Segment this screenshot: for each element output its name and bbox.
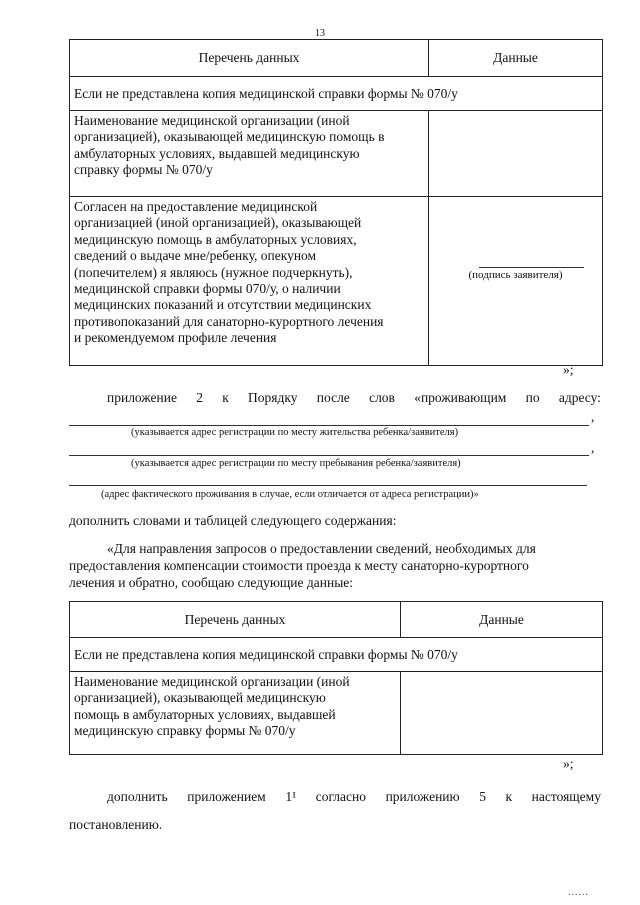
text-line: Наименование медицинской организации (иной (74, 113, 350, 128)
row-medical-org-label (70, 111, 429, 197)
address-caption-3: (адрес фактического проживания в случае, если отличается от адреса регистрации)» (101, 489, 479, 500)
data-table-2 (69, 601, 603, 755)
quote-line: «Для направления запросов о предоставлении сведений, необходимых для (107, 541, 536, 556)
corner-marks: ...... (568, 887, 589, 898)
word: 1¹ (285, 789, 297, 804)
address-caption-1: (указывается адрес регистрации по месту жительства ребенка/заявителя) (131, 427, 459, 438)
text-line: организацией), оказывающей медицинскую помощь в (74, 129, 385, 145)
signature-caption: (подпись заявителя) (468, 269, 563, 281)
word: приложение (107, 390, 177, 405)
annex2-line (107, 390, 601, 406)
text-line: организацией), оказывающей медицинскую (74, 690, 326, 706)
table-header-row (70, 602, 603, 638)
word: адресу: (558, 390, 601, 405)
word: приложением (187, 789, 266, 804)
comma: , (591, 409, 595, 424)
word: 5 (479, 789, 486, 804)
final-last-line: постановлению. (69, 817, 163, 832)
text-line: Согласен на предоставление медицинской (74, 199, 318, 214)
signature-cell (429, 197, 603, 366)
address-line-2 (69, 455, 589, 456)
table-row (70, 197, 603, 366)
row-consent-label (70, 197, 429, 366)
row-medical-org-value (429, 111, 603, 197)
header-list-of-data: Перечень данных (70, 602, 401, 638)
final-line (107, 789, 601, 805)
table-row (70, 111, 603, 197)
word: 2 (196, 390, 203, 405)
quote-line: предоставления компенсации стоимости проезда к месту санаторно-курортного (69, 558, 529, 573)
table-span-row (70, 77, 603, 111)
page-number: 13 (315, 28, 325, 39)
row-medical-org-label (70, 672, 401, 755)
quote-line: лечения и обратно, сообщаю следующие данные: (69, 575, 354, 590)
word: по (525, 390, 540, 405)
closing-quote-2: »; (563, 756, 574, 771)
word: Порядку (248, 390, 298, 405)
word: дополнить (107, 789, 168, 804)
word: настоящему (531, 789, 601, 804)
text-line: помощь в амбулаторных условиях, выдавшей (74, 706, 336, 722)
text-line: и рекомендуемом профиле лечения (74, 330, 277, 346)
closing-quote-1: »; (563, 362, 574, 377)
table-row (70, 672, 603, 755)
header-list-of-data: Перечень данных (70, 40, 429, 77)
comma: , (591, 440, 595, 455)
header-data: Данные (429, 40, 603, 77)
text-line: организацией (иной организацией), оказывающей (74, 215, 362, 231)
table-header-row (70, 40, 603, 77)
word: к (505, 789, 513, 804)
table-span-row (70, 638, 603, 672)
signature-line (479, 267, 584, 268)
text-line: Наименование медицинской организации (иной (74, 674, 350, 689)
text-line: медицинской справки формы 070/у, о наличии (74, 281, 341, 297)
word: согласно (315, 789, 366, 804)
row-medical-org-value (401, 672, 603, 755)
text-line: сведений о выдаче мне/ребенку, опекуном (74, 248, 317, 264)
address-line-3 (69, 485, 587, 486)
address-line-1 (69, 425, 589, 426)
word: после (316, 390, 350, 405)
text-line: медицинскую справку формы № 070/у (74, 723, 296, 739)
word: «проживающим (414, 390, 507, 405)
word: слов (369, 390, 395, 405)
word: к (222, 390, 229, 405)
text-line: амбулаторных условиях, выдавшей медицинскую (74, 145, 360, 161)
text-line: медицинскую помощь в амбулаторных условиях, (74, 231, 357, 247)
span-row-text: Если не представлена копия медицинской справки формы № 070/у (70, 77, 603, 111)
text-line: противопоказаний для санаторно-курортного лечения (74, 313, 384, 329)
word: приложению (385, 789, 460, 804)
text-line: медицинских показаний и отсутствии медицинских (74, 297, 372, 313)
supplement-text: дополнить словами и таблицей следующего содержания: (69, 513, 397, 528)
span-row-text: Если не представлена копия медицинской справки формы № 070/у (70, 638, 603, 672)
data-table-1 (69, 39, 603, 366)
address-caption-2: (указывается адрес регистрации по месту пребывания ребенка/заявителя) (131, 458, 461, 469)
text-line: (попечителем) я являюсь (нужное подчеркнуть), (74, 264, 353, 280)
text-line: справку формы № 070/у (74, 162, 213, 178)
header-data: Данные (401, 602, 603, 638)
